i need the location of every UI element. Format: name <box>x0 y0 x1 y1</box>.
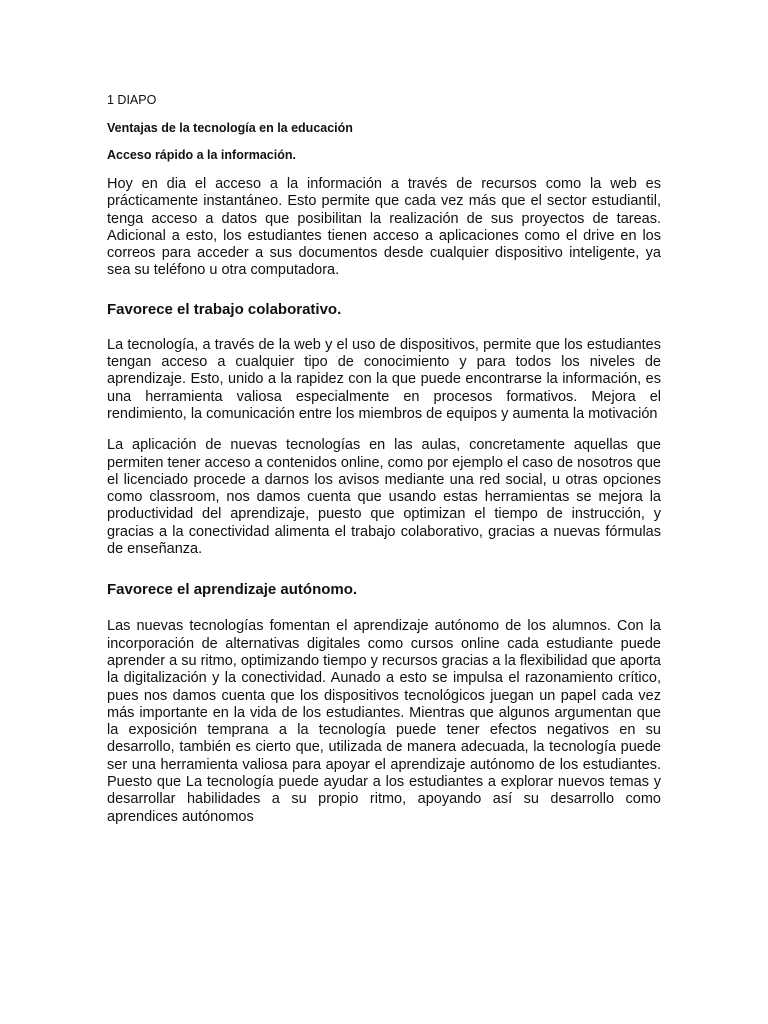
paragraph-autonomous: Las nuevas tecnologías fomentan el aprendizaje autónomo de los alumnos. Con la incorporación de alternativas digitales como cursos online cada estudiante puede aprender a su ritmo, optimizando tiempo y recursos gracias a la flexibilidad que aporta la digitalización y la conectividad. Aunado a esto se impulsa el razonamiento crítico, pues nos damos cuenta que los dispositivos tecnológicos juegan un papel cada vez más importante en la vida de los estudiantes. Mientras que algunos argumentan que la exposición temprana a la tecnología puede tener efectos negativos en su desarrollo, también es cierto que, utilizada de manera adecuada, la tecnología puede ser una herramienta valiosa para apoyar el aprendizaje autónomo de los estudiantes. Puesto que La tecnología puede ayudar a los estudiantes a explorar nuevos temas y desarrollar habilidades a su propio ritmo, apoyando así su desarrollo como aprendices autónomos <box>107 618 661 825</box>
paragraph-collaborative-2: La aplicación de nuevas tecnologías en las aulas, concretamente aquellas que permiten tener acceso a contenidos online, como por ejemplo el caso de nosotros que el licenciado procede a darnos los avisos mediante una red social, u otras opciones como classroom, nos damos cuenta que usando estas herramientas se mejora la productividad del aprendizaje, puesto que optimizan el tiempo de instrucción, y gracias a la conectividad alimenta el trabajo colaborativo, gracias a nuevas fórmulas de enseñanza. <box>107 437 661 558</box>
page-label: 1 DIAPO <box>107 93 157 107</box>
document-title: Ventajas de la tecnología en la educación <box>107 121 353 135</box>
heading-autonomous: Favorece el aprendizaje autónomo. <box>107 581 358 599</box>
paragraph-collaborative-1: La tecnología, a través de la web y el uso de dispositivos, permite que los estudiantes tengan acceso a cualquier tipo de conocimiento y para todos los niveles de aprendizaje. Esto, unido a la rapidez con la que puede encontrarse la información, es una herramienta valiosa especialmente en procesos formativos. Mejora el rendimiento, la comunicación entre los miembros de equipos y aumenta la motivación <box>107 336 661 422</box>
document-page <box>107 92 661 826</box>
paragraph-access-info: Hoy en dia el acceso a la información a través de recursos como la web es prácticamente instantáneo. Esto permite que cada vez más que el sector estudiantil, tenga acceso a datos que posibilitan la realización de sus proyectos de tareas. Adicional a esto, los estudiantes tienen acceso a aplicaciones como el drive en los correos para acceder a sus documentos desde cualquier dispositivo inteligente, ya sea su teléfono u otra computadora. <box>107 176 661 279</box>
heading-collaborative: Favorece el trabajo colaborativo. <box>107 300 342 318</box>
section-subtitle: Acceso rápido a la información. <box>107 148 296 162</box>
